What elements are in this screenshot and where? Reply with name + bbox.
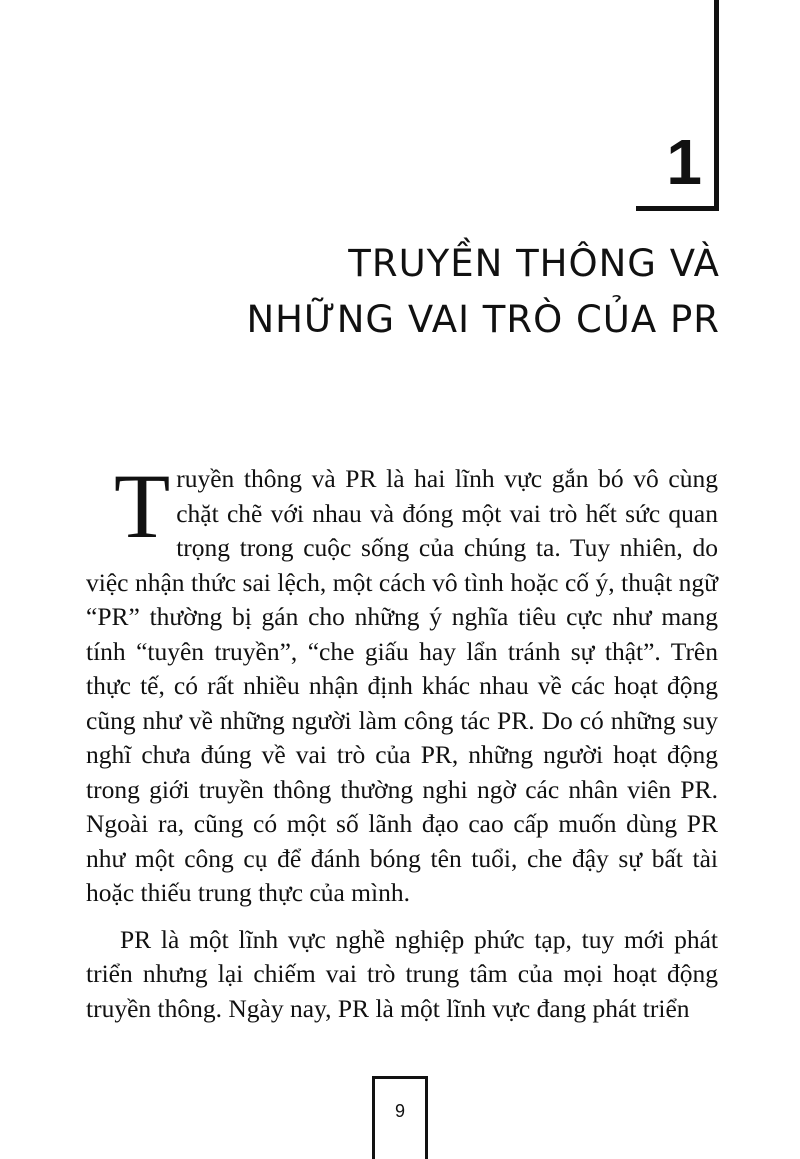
page-number: 9 <box>394 1101 405 1121</box>
chapter-title <box>247 236 721 348</box>
chapter-vertical-rule <box>714 0 719 211</box>
paragraph-1-text: ruyền thông và PR là hai lĩnh vực gắn bó vô cùng chặt chẽ với nhau và đóng một vai trò hết sức quan trọng trong cuộc sống của chúng ta. Tuy nhiên, do việc nhận thức sai lệch, một cách vô tình hoặc cố ý, thuật ngữ “PR” thường bị gán cho những ý nghĩa tiêu cực như mang tính “tuyên truyền”, “che giấu hay lẩn tránh sự thật”. Trên thực tế, có rất nhiều nhận định khác nhau về các hoạt động cũng như về những người làm công tác PR. Do có những suy nghĩ chưa đúng về vai trò của PR, những người hoạt động trong giới truyền thông thường nghi ngờ các nhân viên PR. Ngoài ra, cũng có một số lãnh đạo cao cấp muốn dùng PR như một công cụ để đánh bóng tên tuổi, che đậy sự bất tài hoặc thiếu trung thực của mình. <box>86 464 718 907</box>
chapter-title-line-2: NHỮNG VAI TRÒ CỦA PR <box>246 298 720 341</box>
page-number-box <box>372 1076 428 1159</box>
drop-cap: T <box>114 455 171 557</box>
paragraph-1 <box>86 455 718 911</box>
body-text <box>86 455 718 1026</box>
chapter-title-line-1: TRUYỀN THÔNG VÀ <box>348 242 720 285</box>
chapter-horizontal-rule <box>636 206 719 211</box>
paragraph-2: PR là một lĩnh vực nghề nghiệp phức tạp, tuy mới phát triển nhưng lại chiếm vai trò trung tâm của mọi hoạt động truyền thông. Ngày nay, PR là một lĩnh vực đang phát triển <box>86 924 718 1023</box>
chapter-number: 1 <box>666 126 702 198</box>
